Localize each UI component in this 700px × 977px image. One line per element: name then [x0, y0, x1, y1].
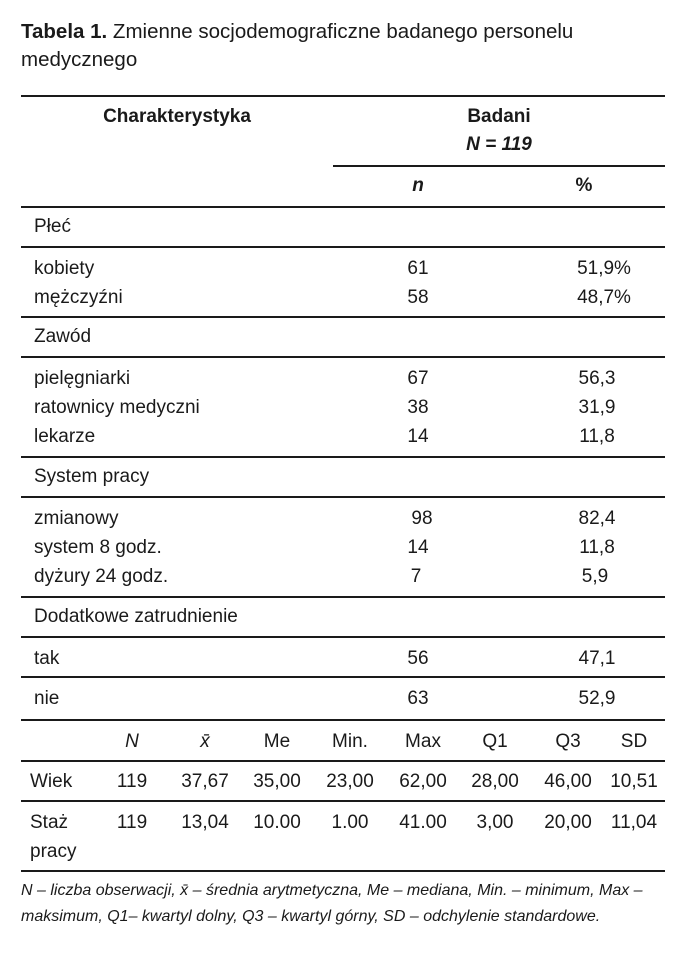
caption-text: Zmienne socjodemograficzne badanego personelu medycznego	[21, 20, 574, 71]
header-col-pct: %	[575, 175, 593, 196]
row-label: system 8 godz.	[34, 537, 162, 558]
rule	[21, 496, 665, 498]
row-n: 56	[407, 648, 429, 669]
stats-value: 119	[116, 771, 148, 792]
stats-value: 23,00	[326, 771, 374, 792]
rule	[21, 760, 665, 762]
row-label: tak	[34, 648, 60, 669]
stats-header-min: Min.	[332, 731, 368, 752]
stats-value: 46,00	[544, 771, 592, 792]
rule	[21, 719, 665, 721]
row-label: mężczyźni	[34, 287, 123, 308]
stats-value: 1.00	[331, 812, 369, 833]
row-pct: 56,3	[578, 368, 616, 389]
section-title: Dodatkowe zatrudnienie	[34, 606, 238, 627]
row-n: 58	[407, 287, 429, 308]
row-n: 14	[407, 426, 429, 447]
stats-row-label-line2: pracy	[30, 841, 77, 862]
stats-value: 10.00	[253, 812, 301, 833]
row-n: 63	[407, 688, 429, 709]
section-title: Płeć	[34, 216, 71, 237]
rule	[21, 356, 665, 358]
row-n: 61	[407, 258, 429, 279]
caption-label: Tabela 1.	[21, 20, 108, 43]
stats-header-q1: Q1	[482, 731, 508, 752]
row-label: ratownicy medyczni	[34, 397, 200, 418]
rule-header-bottom	[21, 206, 665, 208]
stats-value: 119	[116, 812, 148, 833]
rule	[21, 636, 665, 638]
table-footnote: N – liczba obserwacji, x̄ – średnia arytmetyczna, Me – mediana, Min. – minimum, Max – maksimum, Q1– kwartyl dolny, Q3 – kwartyl górny, SD – odchylenie standardowe.	[21, 882, 643, 925]
row-pct: 82,4	[578, 508, 616, 529]
stats-header-median: Me	[263, 731, 291, 752]
stats-header-n: N	[125, 731, 139, 752]
rule	[21, 316, 665, 318]
header-group: Badani	[467, 106, 531, 127]
stats-value: 35,00	[253, 771, 301, 792]
header-characteristic: Charakterystyka	[103, 106, 251, 127]
stats-value: 3,00	[476, 812, 514, 833]
rule	[21, 246, 665, 248]
stats-header-mean: x̄	[200, 731, 210, 752]
rule	[21, 800, 665, 802]
row-label: lekarze	[34, 426, 96, 447]
stats-row-label: Wiek	[30, 771, 73, 792]
row-pct: 47,1	[578, 648, 616, 669]
stats-header-max: Max	[405, 731, 441, 752]
row-label: pielęgniarki	[34, 368, 131, 389]
row-pct: 5,9	[581, 566, 609, 587]
row-pct: 31,9	[578, 397, 616, 418]
stats-value: 13,04	[181, 812, 229, 833]
stats-row-label-line1: Staż	[30, 812, 69, 833]
row-pct: 52,9	[578, 688, 616, 709]
row-label: kobiety	[34, 258, 95, 279]
stats-value: 62,00	[399, 771, 447, 792]
rule-top	[21, 95, 665, 97]
stats-value: 20,00	[544, 812, 592, 833]
row-n: 7	[410, 566, 422, 587]
row-pct: 11,8	[579, 537, 615, 558]
row-pct: 48,7%	[577, 287, 631, 308]
row-label: nie	[34, 688, 60, 709]
stats-value: 41.00	[399, 812, 447, 833]
row-n: 67	[407, 368, 429, 389]
header-col-n: n	[412, 175, 424, 196]
stats-header-sd: SD	[620, 731, 648, 752]
row-pct: 51,9%	[577, 258, 631, 279]
row-label: dyżury 24 godz.	[34, 566, 169, 587]
stats-value: 10,51	[610, 771, 658, 792]
row-pct: 11,8	[579, 426, 615, 447]
row-n: 14	[407, 537, 429, 558]
section-title: System pracy	[34, 466, 150, 487]
table-caption	[21, 18, 671, 74]
row-n: 38	[407, 397, 429, 418]
rule	[21, 596, 665, 598]
stats-value: 37,67	[181, 771, 229, 792]
section-title: Zawód	[34, 326, 92, 347]
row-label: zmianowy	[34, 508, 119, 529]
header-group-n: N = 119	[466, 134, 532, 155]
rule	[21, 456, 665, 458]
stats-value: 11,04	[610, 812, 658, 833]
rule-subheader	[333, 165, 665, 167]
stats-value: 28,00	[471, 771, 519, 792]
stats-header-q3: Q3	[555, 731, 581, 752]
row-n: 98	[411, 508, 433, 529]
rule-bottom	[21, 870, 665, 872]
rule	[21, 676, 665, 678]
